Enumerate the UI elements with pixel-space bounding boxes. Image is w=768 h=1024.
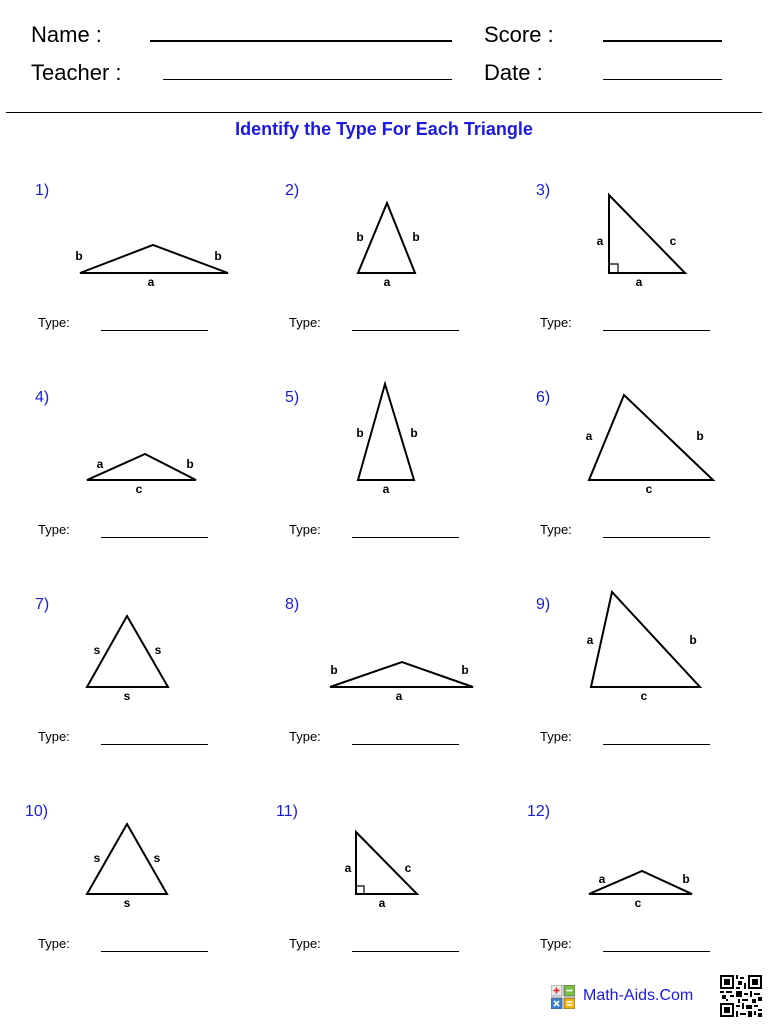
teacher-label: Teacher :	[31, 60, 122, 85]
type-answer-line[interactable]	[352, 537, 459, 538]
triangle-figure	[508, 182, 758, 322]
problem-number: 6)	[536, 389, 551, 406]
side-label: a	[147, 275, 155, 289]
problem-4	[6, 389, 256, 596]
triangle-shape	[591, 592, 700, 687]
problem-7	[6, 596, 256, 803]
side-label: s	[93, 643, 101, 657]
triangle-figure	[508, 596, 758, 736]
type-answer-line[interactable]	[603, 330, 710, 331]
triangle-figure	[6, 182, 256, 322]
type-answer-line[interactable]	[101, 951, 208, 952]
side-label: b	[461, 663, 469, 677]
problem-number: 3)	[536, 182, 551, 199]
triangle-figure	[6, 389, 256, 529]
type-label: Type:	[540, 315, 572, 330]
date-label: Date :	[484, 60, 543, 85]
side-label: a	[598, 872, 606, 886]
type-answer-line[interactable]	[603, 951, 710, 952]
side-label: c	[634, 896, 642, 910]
type-answer-line[interactable]	[101, 330, 208, 331]
triangle-shape	[589, 395, 713, 480]
side-label: a	[586, 633, 594, 647]
triangle-shape	[80, 245, 228, 273]
side-label: b	[356, 426, 364, 440]
type-label: Type:	[289, 729, 321, 744]
type-label: Type:	[38, 936, 70, 951]
side-label: b	[689, 633, 697, 647]
site-name[interactable]: Math-Aids.Com	[583, 987, 694, 1004]
side-label: b	[186, 457, 194, 471]
side-label: a	[96, 457, 104, 471]
triangle-shape	[330, 662, 473, 687]
type-label: Type:	[38, 315, 70, 330]
triangle-figure	[508, 803, 758, 943]
score-line[interactable]	[603, 40, 722, 42]
problem-1	[6, 182, 256, 389]
side-label: b	[75, 249, 83, 263]
problem-9	[508, 596, 758, 803]
type-label: Type:	[289, 315, 321, 330]
problem-number: 5)	[285, 389, 300, 406]
side-label: c	[135, 482, 143, 496]
triangle-figure	[257, 596, 507, 736]
side-label: s	[123, 896, 131, 910]
problem-number: 1)	[35, 182, 50, 199]
type-answer-line[interactable]	[603, 537, 710, 538]
problem-number: 11)	[276, 803, 298, 820]
type-label: Type:	[289, 936, 321, 951]
problem-3	[508, 182, 758, 389]
side-label: c	[669, 234, 677, 248]
header-divider	[6, 112, 762, 113]
score-label: Score :	[484, 22, 554, 47]
side-label: a	[382, 482, 390, 496]
right-angle-mark	[356, 886, 364, 894]
triangle-shape	[87, 454, 196, 480]
type-answer-line[interactable]	[101, 537, 208, 538]
side-label: s	[154, 643, 162, 657]
type-label: Type:	[540, 936, 572, 951]
worksheet-title: Identify the Type For Each Triangle	[235, 119, 533, 139]
triangle-figure	[257, 389, 507, 529]
type-answer-line[interactable]	[603, 744, 710, 745]
calculator-icon	[551, 985, 575, 1009]
problem-number: 4)	[35, 389, 50, 406]
side-label: a	[383, 275, 391, 289]
type-label: Type:	[540, 522, 572, 537]
triangle-figure	[257, 182, 507, 322]
side-label: b	[682, 872, 690, 886]
name-line[interactable]	[150, 40, 452, 42]
side-label: b	[356, 230, 364, 244]
side-label: c	[404, 861, 412, 875]
side-label: s	[123, 689, 131, 703]
side-label: a	[395, 689, 403, 703]
type-label: Type:	[289, 522, 321, 537]
triangle-figure	[6, 803, 256, 943]
problem-number: 12)	[527, 803, 551, 820]
triangle-figure	[6, 596, 256, 736]
triangle-figure	[508, 389, 758, 529]
problem-number: 7)	[35, 596, 50, 613]
right-angle-mark	[609, 264, 618, 273]
side-label: a	[635, 275, 643, 289]
type-answer-line[interactable]	[101, 744, 208, 745]
side-label: a	[585, 429, 593, 443]
problem-6	[508, 389, 758, 596]
side-label: b	[696, 429, 704, 443]
side-label: b	[330, 663, 338, 677]
problem-number: 10)	[25, 803, 49, 820]
side-label: s	[93, 851, 101, 865]
problem-number: 9)	[536, 596, 551, 613]
problem-number: 2)	[285, 182, 300, 199]
date-line[interactable]	[603, 79, 722, 80]
side-label: a	[378, 896, 386, 910]
problem-10	[6, 803, 256, 1010]
triangle-shape	[358, 203, 415, 273]
type-label: Type:	[540, 729, 572, 744]
type-answer-line[interactable]	[352, 951, 459, 952]
triangle-shape	[358, 384, 414, 480]
problem-number: 8)	[285, 596, 300, 613]
triangle-figure	[257, 803, 507, 943]
type-label: Type:	[38, 522, 70, 537]
type-answer-line[interactable]	[352, 330, 459, 331]
qr-code-icon	[720, 975, 762, 1017]
problem-2	[257, 182, 507, 389]
problem-5	[257, 389, 507, 596]
type-label: Type:	[38, 729, 70, 744]
problem-11	[257, 803, 507, 1010]
teacher-line[interactable]	[163, 79, 452, 80]
name-label: Name :	[31, 22, 102, 47]
side-label: a	[344, 861, 352, 875]
side-label: a	[596, 234, 604, 248]
side-label: b	[412, 230, 420, 244]
side-label: c	[645, 482, 653, 496]
type-answer-line[interactable]	[352, 744, 459, 745]
side-label: c	[640, 689, 648, 703]
side-label: b	[214, 249, 222, 263]
problem-8	[257, 596, 507, 803]
side-label: s	[153, 851, 161, 865]
side-label: b	[410, 426, 418, 440]
